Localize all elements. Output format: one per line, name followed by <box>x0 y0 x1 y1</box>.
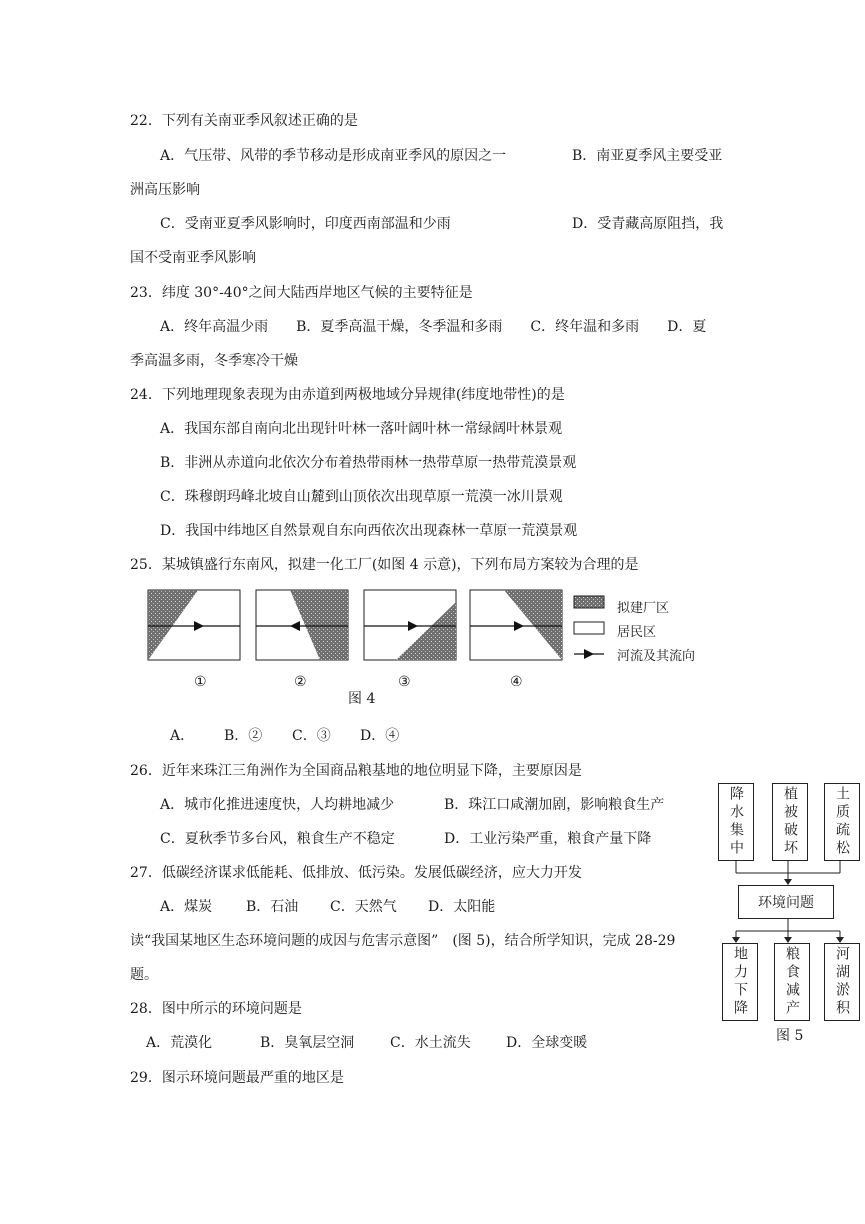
q22-option-d-cont: 国不受南亚季风影响 <box>130 250 256 266</box>
q25-stem: 25．某城镇盛行东南风，拟建一化工厂(如图 4 示意)，下列布局方案较为合理的是 <box>130 557 639 573</box>
q22-option-c: C．受南亚夏季风影响时，印度西南部温和少雨 <box>160 216 451 232</box>
effect-box-2 <box>774 943 810 1021</box>
q26-option-a: A．城市化推进速度快，人均耕地减少 <box>160 797 395 813</box>
q24-option-c: C．珠穆朗玛峰北坡自山麓到山顶依次出现草原一荒漠一冰川景观 <box>160 489 563 505</box>
figure-4-caption: 图 4 <box>348 691 376 707</box>
q27-option-d: D．太阳能 <box>428 899 496 915</box>
q22-option-d: D．受青藏高原阻挡，我 <box>572 216 724 232</box>
center-label: 环境问题 <box>758 895 814 911</box>
q28-option-c: C．水土流失 <box>390 1035 471 1051</box>
q27-stem: 27．低碳经济谋求低能耗、低排放、低污染。发展低碳经济，应大力开发 <box>130 865 582 881</box>
panel-label-1: ① <box>194 674 207 690</box>
q24-option-d: D．我国中纬地区自然景观自东向西依次出现森林一草原一荒漠景观 <box>160 523 578 539</box>
q28-option-d: D．全球变暖 <box>506 1035 588 1051</box>
cause-box-1 <box>718 783 754 861</box>
q24-option-b: B．非洲从赤道向北依次分布着热带雨林一热带草原一热带荒漠景观 <box>160 455 577 471</box>
panel-1 <box>148 590 240 660</box>
read-instruction: 读“我国某地区生态环境问题的成因与危害示意图” (图 5)，结合所学知识，完成 28-29 <box>130 933 676 949</box>
q26-stem: 26．近年来珠江三角洲作为全国商品粮基地的地位明显下降，主要原因是 <box>130 763 582 779</box>
q23-options: A．终年高温少雨 B．夏季高温干燥，冬季温和多雨 C．终年温和多雨 D．夏 <box>160 319 707 335</box>
q25-option-d: D．④ <box>360 728 400 744</box>
legend-residential-swatch <box>574 622 604 634</box>
panel-label-2: ② <box>294 674 307 690</box>
q25-option-a: A． <box>170 728 195 744</box>
q22-option-b: B．南亚夏季风主要受亚 <box>572 148 723 164</box>
effect-label-3: 河湖淤积 <box>834 946 850 1018</box>
panel-label-4: ④ <box>510 674 523 690</box>
legend-factory-swatch <box>574 596 604 608</box>
panel-3 <box>364 590 456 660</box>
panel-label-3: ③ <box>398 674 411 690</box>
q23-stem: 23．纬度 30°-40°之间大陆西岸地区气候的主要特征是 <box>130 285 473 301</box>
figure-5 <box>700 775 865 1055</box>
legend-residential-label: 居民区 <box>617 625 657 640</box>
q24-stem: 24．下列地理现象表现为由赤道到两极地域分异规律(纬度地带性)的是 <box>130 387 565 403</box>
center-box <box>738 885 834 919</box>
q28-option-a: A．荒漠化 <box>146 1035 213 1051</box>
q27-option-c: C．天然气 <box>330 899 397 915</box>
effect-box-1 <box>722 943 758 1021</box>
q26-option-d: D．工业污染严重，粮食产量下降 <box>444 831 652 847</box>
q22-option-b-cont: 洲高压影响 <box>130 182 200 198</box>
legend-river-label: 河流及其流向 <box>617 649 696 664</box>
q22-stem: 22．下列有关南亚季风叙述正确的是 <box>130 113 358 129</box>
cause-label-2: 植被破坏 <box>782 786 798 858</box>
read-instruction-cont: 题。 <box>130 967 158 983</box>
q23-options-cont: 季高温多雨，冬季寒冷干燥 <box>130 353 298 369</box>
q25-option-b: B．② <box>224 728 263 744</box>
q24-option-a: A．我国东部自南向北出现针叶林一落叶阔叶林一常绿阔叶林景观 <box>160 421 563 437</box>
effect-box-3 <box>824 943 860 1021</box>
q28-stem: 28．图中所示的环境问题是 <box>130 1001 302 1017</box>
legend-factory-label: 拟建厂区 <box>617 601 670 616</box>
cause-label-1: 降水集中 <box>728 786 744 858</box>
q26-option-c: C．夏秋季节多台风，粮食生产不稳定 <box>160 831 395 847</box>
cause-box-3 <box>824 783 860 861</box>
panel-2 <box>256 590 348 660</box>
q28-option-b: B．臭氧层空洞 <box>260 1035 355 1051</box>
q25-option-c: C．③ <box>292 728 331 744</box>
figure-5-caption: 图 5 <box>776 1028 804 1044</box>
q26-option-b: B．珠江口咸潮加剧，影响粮食生产 <box>444 797 665 813</box>
effect-label-1: 地力下降 <box>732 946 748 1018</box>
cause-label-3: 土质疏松 <box>834 786 850 858</box>
q29-stem: 29．图示环境问题最严重的地区是 <box>130 1070 344 1086</box>
q22-option-a: A．气压带、风带的季节移动是形成南亚季风的原因之一 <box>160 148 507 164</box>
cause-box-2 <box>772 783 808 861</box>
figure-4-legend <box>574 596 604 659</box>
q27-option-b: B．石油 <box>246 899 299 915</box>
q27-option-a: A．煤炭 <box>160 899 213 915</box>
effect-label-2: 粮食减产 <box>784 946 800 1018</box>
panel-4 <box>470 590 562 660</box>
